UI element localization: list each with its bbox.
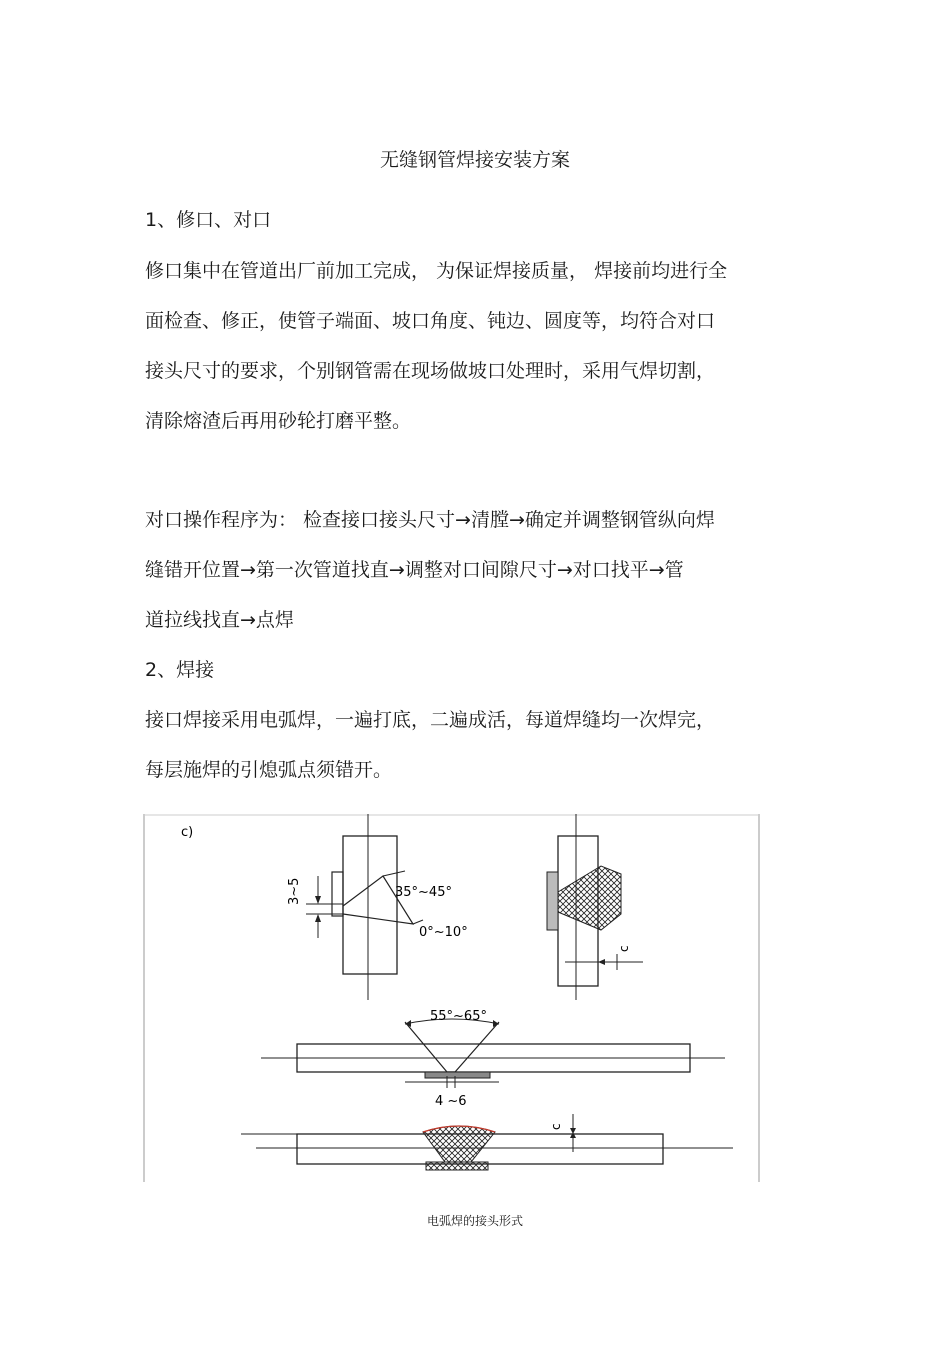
section2-heading: 2、焊接: [145, 659, 215, 681]
section1-heading: 1、修口、对口: [145, 209, 272, 231]
section1-para1-line: 清除熔渣后再用砂轮打磨平整。: [145, 410, 412, 432]
section1-para2-line: 道拉线找直→点焊: [145, 609, 294, 631]
label-c-bottom: c: [549, 1123, 563, 1130]
label-c-paren: c): [181, 825, 194, 840]
label-c-top: c: [617, 945, 631, 952]
document-title: 无缝钢管焊接安装方案: [379, 149, 570, 171]
angle-groove-label: 55°~65°: [430, 1009, 487, 1024]
angle-top-label: 35°~45°: [395, 885, 452, 900]
dim-vertical-label: 3~5: [287, 877, 302, 905]
section2-para-line: 每层施焊的引熄弧点须错开。: [145, 759, 393, 781]
filled-weld-detail: [241, 1114, 733, 1170]
section1-para2-line: 对口操作程序为： 检查接口接头尺寸→清膛→确定并调整钢管纵向焊: [145, 509, 715, 531]
figure-caption: 电弧焊的接头形式: [426, 1214, 523, 1228]
section2-para-line: 接口焊接采用电弧焊，一遍打底，二遍成活，每道焊缝均一次焊完，: [145, 709, 716, 731]
section1-para1-line: 面检查、修正，使管子端面、坡口角度、钝边、圆度等，均符合对口: [145, 310, 716, 332]
section1-para1-line: 接头尺寸的要求，个别钢管需在现场做坡口处理时，采用气焊切割，: [145, 360, 716, 382]
section1-para1-line: 修口集中在管道出厂前加工完成， 为保证焊接质量， 焊接前均进行全: [145, 260, 728, 282]
groove-detail: [261, 1009, 725, 1109]
weld-joint-diagram: [143, 814, 760, 1182]
bevel-detail: [287, 814, 468, 1000]
gap-label: 4 ~6: [435, 1094, 467, 1109]
section1-para2-line: 缝错开位置→第一次管道找直→调整对口间隙尺寸→对口找平→管: [145, 559, 684, 581]
weld-detail: [547, 814, 643, 1000]
angle-bottom-label: 0°~10°: [419, 925, 468, 940]
